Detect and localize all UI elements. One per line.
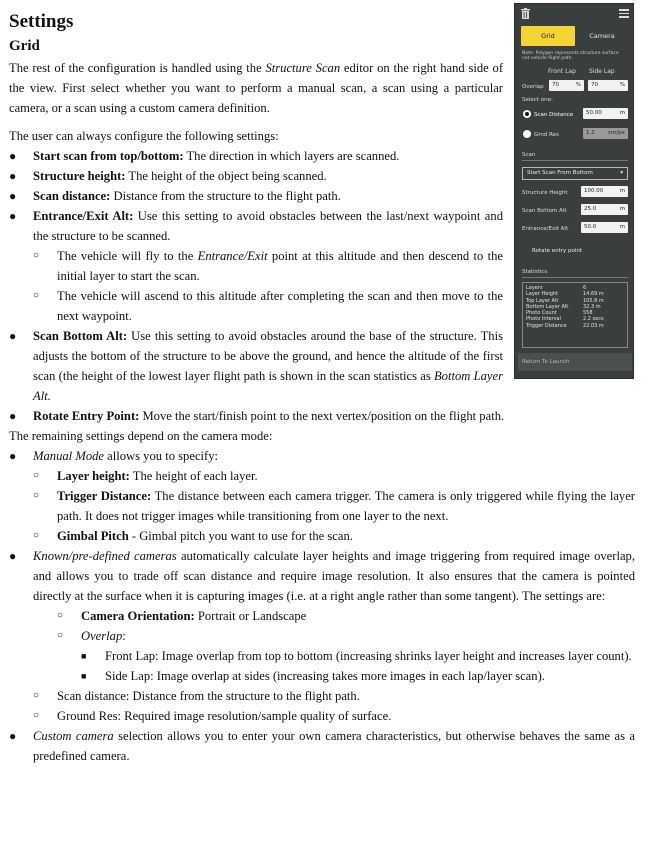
text: The vehicle will ascend to this altitude after completing the scan and then move to the next waypoint. [57, 289, 503, 323]
bullet-icon: ● [9, 329, 17, 343]
list-item-manual-mode [9, 446, 635, 466]
mode-tabs [521, 26, 629, 46]
statistics-box [522, 282, 628, 348]
scan-distance-radio[interactable] [523, 110, 531, 118]
stat-value: 105.8 m [583, 297, 604, 304]
panel-header [515, 4, 635, 24]
side-lap-input[interactable] [588, 80, 628, 91]
divider [522, 277, 628, 278]
unit: % [619, 82, 625, 88]
structure-height-input[interactable] [581, 186, 628, 197]
stat-value: 558 [583, 310, 593, 317]
term: Rotate Entry Point: [33, 409, 140, 423]
chevron-down-icon: ▾ [620, 170, 623, 176]
sub-sub-item-side-lap [9, 666, 635, 686]
term: Custom camera [33, 729, 114, 743]
unit: m [619, 188, 625, 194]
unit: m [619, 206, 625, 212]
stat-value: 22.03 m [583, 322, 604, 329]
list-item-rotate-entry [9, 406, 635, 426]
text: : [122, 629, 126, 643]
stat-key: Photo Count [526, 310, 557, 317]
side-lap-label: Side Lap [589, 68, 615, 75]
scan-bottom-alt-label: Scan Bottom Alt [522, 208, 567, 214]
text: Side Lap: Image overlap at sides (increasing takes more images in each lap/layer scan). [105, 669, 545, 683]
list-item-start-scan [9, 146, 503, 166]
remaining-settings-text: The remaining settings depend on the camera mode: [9, 429, 273, 443]
bullet-icon: ● [9, 149, 17, 163]
list-item-structure-height [9, 166, 503, 186]
list-item-scan-bottom-alt [9, 326, 503, 406]
text: Distance from the structure to the flight path. [110, 189, 341, 203]
unit: % [575, 82, 581, 88]
square-bullet-icon: ■ [81, 671, 87, 681]
overlap-label: Overlap [522, 84, 544, 90]
hollow-circle-bullet-icon: ○ [33, 290, 40, 301]
bullet-icon: ● [9, 449, 17, 463]
term: Camera Orientation: [81, 609, 195, 623]
text: Portrait or Landscape [194, 609, 307, 623]
hollow-circle-bullet-icon: ○ [33, 690, 40, 701]
term: Bottom Layer Alt. [33, 369, 503, 403]
hollow-circle-bullet-icon: ○ [33, 250, 40, 261]
sub-item-scan-distance [9, 686, 635, 706]
grnd-res-label: Grnd Res [534, 132, 559, 138]
sub-sub-item-front-lap [9, 646, 635, 666]
unit: m [619, 110, 625, 116]
always-configure-text: The user can always configure the following settings: [9, 129, 279, 143]
text: Use this setting to avoid obstacles around the base of the structure. This adjusts the bottom of the structure to be above the ground, and hence the altitude of the first scan (the height of the lowest layer flight path is shown in the scan statistics as [33, 329, 503, 383]
bullet-icon: ● [9, 409, 17, 423]
text: allows you to specify: [104, 449, 219, 463]
statistics-section-label: Statistics [522, 269, 548, 275]
sub-item-gimbal-pitch [9, 526, 635, 546]
text: Use this setting to avoid obstacles between the last/next waypoint and the structure to be scanned. [33, 209, 503, 243]
stat-value: 14.69 m [583, 291, 604, 298]
polygon-note: Note: Polygon represents structure surface not vehicle flight path. [522, 51, 619, 61]
return-to-launch-item[interactable]: Return To Launch [518, 353, 632, 371]
section-heading-grid: Grid [9, 38, 40, 54]
stat-key: Bottom Layer Alt [526, 303, 569, 310]
rotate-entry-point-button[interactable]: Rotate entry point [532, 248, 583, 254]
value: 25.0 [584, 206, 597, 212]
stat-value: 6 [583, 285, 587, 291]
text: editor on the right hand side of the view. First select whether you want to perform a manual scan, a scan using a particular camera, or a scan using a custom camera definition. [9, 61, 504, 115]
entrance-exit-alt-input[interactable] [581, 222, 628, 233]
text: The rest of the configuration is handled using the [9, 61, 266, 75]
hollow-circle-bullet-icon: ○ [33, 470, 40, 481]
structure-scan-editor-panel [514, 3, 634, 379]
value: 50.0 [584, 224, 597, 230]
text: The height of each layer. [129, 469, 258, 483]
grnd-res-input[interactable] [583, 128, 628, 139]
stat-value: 32.3 m [583, 303, 601, 310]
text: automatically calculate layer heights and image triggering from required image overlap, and allows you to trade off scan distance and require image resolution. It also ensures that the camera is pointed directly at the surface when it is capturing images (i.e. at a right angle rather than some tangent). The settings are: [33, 549, 636, 603]
scan-direction-dropdown[interactable] [522, 167, 628, 180]
sub-item-entrance-ascend [9, 286, 503, 326]
sub-item-overlap [9, 626, 635, 646]
front-lap-input[interactable] [549, 80, 584, 91]
stat-key: Layers [526, 285, 543, 291]
term: Trigger Distance: [57, 489, 152, 503]
term: Layer height: [57, 469, 130, 483]
scan-section-label: Scan [522, 152, 536, 158]
term: Gimbal Pitch [57, 529, 129, 543]
value: 70 [591, 82, 598, 88]
sub-item-layer-height [9, 466, 635, 486]
unit: m [619, 224, 625, 230]
list-item-entrance-exit [9, 206, 503, 246]
structure-scan-term: Structure Scan [265, 61, 341, 75]
stat-key: Trigger Distance [526, 322, 567, 329]
hollow-circle-bullet-icon: ○ [33, 490, 40, 501]
sub-item-entrance-fly [9, 246, 503, 286]
structure-height-label: Structure Height [522, 190, 568, 196]
text: point at this altitude and then descend to the initial layer to start the scan. [57, 249, 504, 283]
bullet-icon: ● [9, 729, 17, 743]
term: Start scan from top/bottom: [33, 149, 184, 163]
stat-value: 2.2 secs [583, 316, 604, 323]
scan-bottom-alt-input[interactable] [581, 204, 628, 215]
select-one-label: Select one: [522, 97, 553, 103]
sub-item-ground-res [9, 706, 635, 726]
stat-key: Layer Height [526, 291, 559, 298]
intro-paragraph [9, 58, 503, 118]
bullet-icon: ● [9, 549, 17, 563]
page-title: Settings [9, 11, 74, 32]
tab-grid[interactable]: Grid [521, 26, 575, 46]
term: Structure height: [33, 169, 126, 183]
term: Entrance/Exit Alt: [33, 209, 134, 223]
unit: cm/px [608, 130, 625, 136]
hollow-circle-bullet-icon: ○ [57, 610, 64, 621]
value: 100.00 [584, 188, 604, 194]
stat-key: Top Layer Alt [526, 297, 559, 304]
hollow-circle-bullet-icon: ○ [33, 530, 40, 541]
term: Scan Bottom Alt: [33, 329, 128, 343]
menu-bar [619, 16, 629, 18]
list-item-known-cameras [9, 546, 635, 606]
text: Scan distance: Distance from the structure to the flight path. [57, 689, 360, 703]
bullet-icon: ● [9, 189, 17, 203]
grnd-res-radio[interactable] [523, 130, 531, 138]
text: Ground Res: Required image resolution/sample quality of surface. [57, 709, 392, 723]
scan-distance-label: Scan Distance [534, 112, 574, 118]
text: Move the start/finish point to the next vertex/position on the flight path. [139, 409, 505, 423]
term: Overlap [81, 629, 123, 643]
text: The height of the object being scanned. [125, 169, 327, 183]
stat-row [526, 323, 624, 329]
value: 70 [552, 82, 559, 88]
term: Known/pre-defined cameras [33, 549, 177, 563]
term: Entrance/Exit [197, 249, 268, 263]
menu-bar [619, 9, 629, 11]
entrance-exit-alt-label: Entrance/Exit Alt [522, 226, 569, 232]
front-lap-label: Front Lap [548, 68, 576, 75]
hamburger-menu-icon[interactable] [619, 9, 629, 18]
term: Manual Mode [33, 449, 104, 463]
value: 50.00 [586, 110, 602, 116]
scan-distance-input[interactable] [583, 108, 628, 119]
divider [522, 160, 628, 161]
sub-item-camera-orientation [9, 606, 635, 626]
list-item-custom-camera [9, 726, 635, 766]
list-item-scan-distance [9, 186, 503, 206]
hollow-circle-bullet-icon: ○ [57, 630, 64, 641]
text: - Gimbal pitch you want to use for the scan. [128, 529, 353, 543]
sub-item-trigger-distance [9, 486, 635, 526]
menu-bar [619, 13, 629, 15]
square-bullet-icon: ■ [81, 651, 87, 661]
stat-key: Photo Interval [526, 316, 561, 323]
tab-camera[interactable]: Camera [589, 32, 615, 40]
hollow-circle-bullet-icon: ○ [33, 710, 40, 721]
text: The distance between each camera trigger. The camera is only triggered while flying the layer path. It does not trigger images while transitioning from one layer to the next. [57, 489, 635, 523]
value: 1.2 [586, 130, 595, 136]
text: The vehicle will fly to the [57, 249, 198, 263]
bullet-icon: ● [9, 209, 17, 223]
value: Start Scan From Bottom [527, 170, 593, 176]
bullet-icon: ● [9, 169, 17, 183]
text: selection allows you to enter your own camera characteristics, but otherwise behaves the same as a predefined camera. [33, 729, 635, 763]
term: Scan distance: [33, 189, 111, 203]
text: Front Lap: Image overlap from top to bottom (increasing shrinks layer height and increases layer count). [105, 649, 632, 663]
text: The direction in which layers are scanned. [183, 149, 400, 163]
trash-icon[interactable] [521, 8, 530, 19]
